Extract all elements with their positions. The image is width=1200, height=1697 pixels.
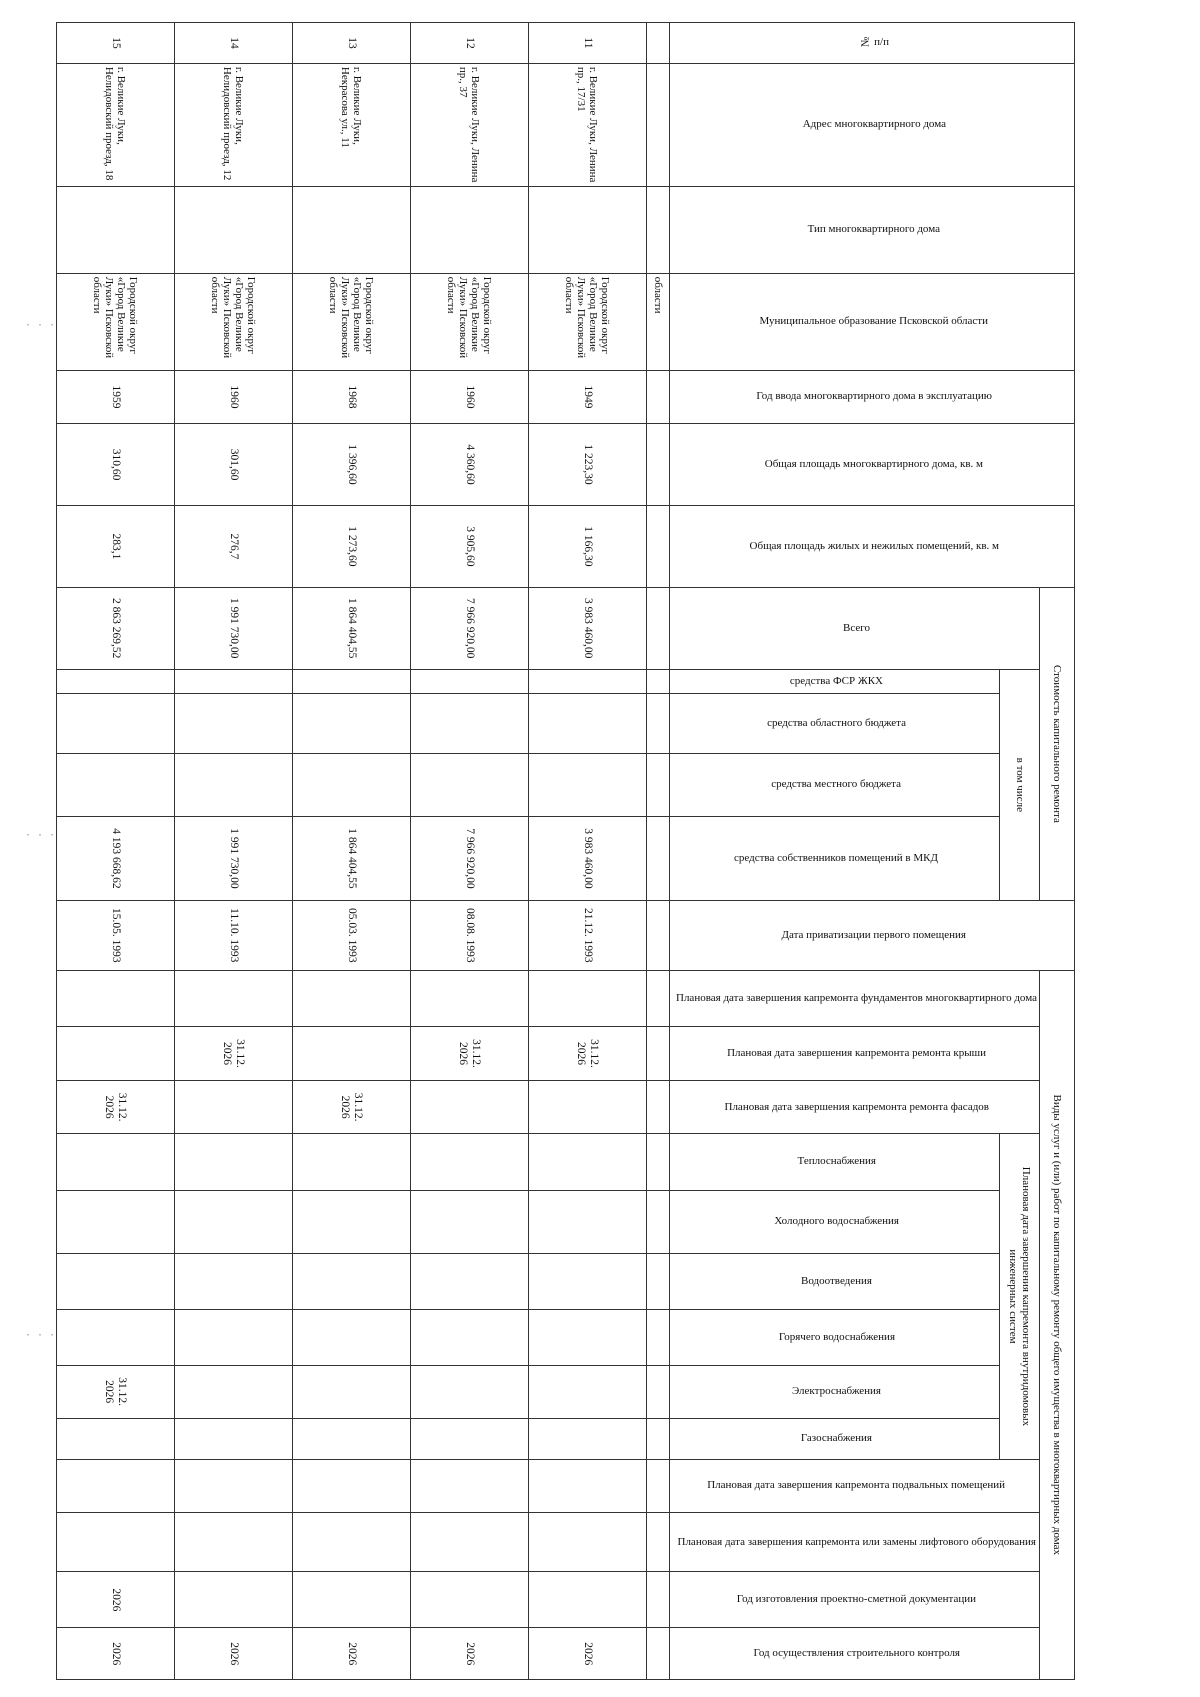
- table-cell: [647, 587, 670, 669]
- cell-elevator: [57, 1512, 175, 1571]
- cell-premises-area: 1 166,30: [529, 505, 647, 587]
- cell-control: 2026: [529, 1628, 647, 1680]
- cell-facade: [175, 1081, 293, 1134]
- cell-num: 14: [175, 23, 293, 64]
- cell-cold-water: [529, 1190, 647, 1253]
- cell-total-area: 1 396,60: [293, 424, 411, 506]
- table-cell: [647, 23, 670, 64]
- cell-privatization: 21.12. 1993: [529, 900, 647, 970]
- cell-regional: [529, 694, 647, 753]
- cell-facade: 31.12. 2026: [57, 1081, 175, 1134]
- header-facade: Плановая дата завершения капремонта ремонта фасадов: [670, 1081, 1040, 1134]
- cell-premises-area: 283,1: [57, 505, 175, 587]
- cell-premises-area: 3 905,60: [411, 505, 529, 587]
- cell-num: 11: [529, 23, 647, 64]
- header-foundation: Плановая дата завершения капремонта фундаментов многоквартирного дома: [670, 970, 1040, 1026]
- cell-year: 1960: [175, 370, 293, 423]
- cell-type: [529, 186, 647, 273]
- cell-electricity: [175, 1365, 293, 1418]
- header-cost-total: Всего: [670, 587, 1040, 669]
- header-systems-group: Плановая дата завершения капремонта внутридомовых инженерных систем: [999, 1134, 1039, 1459]
- table-cell: [647, 1310, 670, 1365]
- header-total-area: Общая площадь многоквартирного дома, кв. м: [670, 424, 1075, 506]
- table-row: [175, 23, 293, 1680]
- cell-municipality: Городской округ «Город Великие Луки» Псковской области: [293, 273, 411, 370]
- header-num: № п/п: [670, 23, 1075, 64]
- table-cell: [647, 1365, 670, 1418]
- cell-electricity: [411, 1365, 529, 1418]
- cell-cost-total: 3 983 460,00: [529, 587, 647, 669]
- cell-fund: [529, 669, 647, 694]
- cell-fund: [175, 669, 293, 694]
- cell-roof: [57, 1026, 175, 1080]
- cell-heating: [293, 1134, 411, 1190]
- cell-control: 2026: [175, 1628, 293, 1680]
- cell-foundation: [293, 970, 411, 1026]
- header-municipality: Муниципальное образование Псковской области: [670, 273, 1075, 370]
- rotated-sheet: [91, 22, 1075, 1680]
- cell-year: 1968: [293, 370, 411, 423]
- cell-local: [293, 753, 411, 816]
- cell-hot-water: [175, 1310, 293, 1365]
- cell-municipality: Городской округ «Город Великие Луки» Псковской области: [411, 273, 529, 370]
- cell-num: 12: [411, 23, 529, 64]
- cell-sewer: [411, 1253, 529, 1309]
- cell-elevator: [293, 1512, 411, 1571]
- carry-municipality: области: [647, 273, 670, 370]
- cell-total-area: 4 360,60: [411, 424, 529, 506]
- header-hot-water: Горячего водоснабжения: [670, 1310, 1000, 1365]
- cell-elevator: [529, 1512, 647, 1571]
- table-cell: [647, 1572, 670, 1628]
- cell-gas: [175, 1418, 293, 1459]
- cell-facade: [529, 1081, 647, 1134]
- table-cell: [647, 1628, 670, 1680]
- cell-gas: [529, 1418, 647, 1459]
- header-address: Адрес многоквартирного дома: [670, 63, 1075, 186]
- cell-elevator: [411, 1512, 529, 1571]
- cell-local: [411, 753, 529, 816]
- cell-local: [175, 753, 293, 816]
- cell-premises-area: 276,7: [175, 505, 293, 587]
- cell-year: 1960: [411, 370, 529, 423]
- cell-roof: 31.12. 2026: [529, 1026, 647, 1080]
- header-type: Тип многоквартирного дома: [670, 186, 1075, 273]
- cell-regional: [175, 694, 293, 753]
- table-cell: [647, 900, 670, 970]
- cell-elevator: [175, 1512, 293, 1571]
- table-cell: [647, 1026, 670, 1080]
- cell-foundation: [57, 970, 175, 1026]
- header-electricity: Электроснабжения: [670, 1365, 1000, 1418]
- cell-hot-water: [411, 1310, 529, 1365]
- header-fund: средства ФСР ЖКХ: [670, 669, 1000, 694]
- cell-sewer: [293, 1253, 411, 1309]
- carry-row: [647, 23, 670, 1680]
- cell-foundation: [175, 970, 293, 1026]
- cell-type: [293, 186, 411, 273]
- table-cell: [647, 63, 670, 186]
- cell-roof: [293, 1026, 411, 1080]
- table-cell: [647, 1081, 670, 1134]
- cell-fund: [293, 669, 411, 694]
- cell-sewer: [529, 1253, 647, 1309]
- cell-heating: [411, 1134, 529, 1190]
- header-year: Год ввода многоквартирного дома в эксплуатацию: [670, 370, 1075, 423]
- cell-heating: [529, 1134, 647, 1190]
- cell-design-docs: [411, 1572, 529, 1628]
- cell-control: 2026: [411, 1628, 529, 1680]
- cell-year: 1959: [57, 370, 175, 423]
- table-row: [293, 23, 411, 1680]
- cell-basement: [529, 1459, 647, 1512]
- cell-total-area: 310,60: [57, 424, 175, 506]
- header-premises-area: Общая площадь жилых и нежилых помещений, кв. м: [670, 505, 1075, 587]
- scan-noise: · · ·: [25, 830, 56, 841]
- cell-control: 2026: [293, 1628, 411, 1680]
- table-cell: [647, 1134, 670, 1190]
- header-local: средства местного бюджета: [670, 753, 1000, 816]
- header-privatization: Дата приватизации первого помещения: [670, 900, 1075, 970]
- cell-design-docs: [529, 1572, 647, 1628]
- table-cell: [647, 1190, 670, 1253]
- table-row: [411, 23, 529, 1680]
- cell-cold-water: [293, 1190, 411, 1253]
- cell-owners: 7 966 920,00: [411, 817, 529, 901]
- cell-hot-water: [529, 1310, 647, 1365]
- cell-total-area: 1 223,30: [529, 424, 647, 506]
- cell-hot-water: [57, 1310, 175, 1365]
- cell-sewer: [175, 1253, 293, 1309]
- scan-noise: · · ·: [25, 320, 56, 331]
- cell-num: 13: [293, 23, 411, 64]
- cell-privatization: 05.03. 1993: [293, 900, 411, 970]
- cell-owners: 1 991 730,00: [175, 817, 293, 901]
- cell-cold-water: [175, 1190, 293, 1253]
- cell-privatization: 11.10. 1993: [175, 900, 293, 970]
- cell-municipality: Городской округ «Город Великие Луки» Псковской области: [57, 273, 175, 370]
- table-cell: [647, 817, 670, 901]
- cell-basement: [57, 1459, 175, 1512]
- cell-type: [57, 186, 175, 273]
- cell-privatization: 08.08. 1993: [411, 900, 529, 970]
- cell-sewer: [57, 1253, 175, 1309]
- table-cell: [647, 1459, 670, 1512]
- cell-total-area: 301,60: [175, 424, 293, 506]
- cell-fund: [411, 669, 529, 694]
- table-cell: [647, 669, 670, 694]
- cell-premises-area: 1 273,60: [293, 505, 411, 587]
- cell-address: г. Великие Луки, Нелидовский проезд, 18: [57, 63, 175, 186]
- cell-regional: [293, 694, 411, 753]
- cell-design-docs: [175, 1572, 293, 1628]
- cell-regional: [57, 694, 175, 753]
- header-control: Год осуществления строительного контроля: [670, 1628, 1040, 1680]
- header-incl-group: в том числе: [999, 669, 1039, 900]
- cell-foundation: [411, 970, 529, 1026]
- cell-cost-total: 1 991 730,00: [175, 587, 293, 669]
- cell-year: 1949: [529, 370, 647, 423]
- capital-repair-table: [56, 22, 1075, 1680]
- cell-electricity: 31.12. 2026: [57, 1365, 175, 1418]
- cell-municipality: Городской округ «Город Великие Луки» Псковской области: [529, 273, 647, 370]
- table-cell: [647, 186, 670, 273]
- cell-type: [411, 186, 529, 273]
- cell-design-docs: [293, 1572, 411, 1628]
- table-cell: [647, 370, 670, 423]
- cell-num: 15: [57, 23, 175, 64]
- table-cell: [647, 1418, 670, 1459]
- cell-owners: 4 193 668,62: [57, 817, 175, 901]
- cell-gas: [293, 1418, 411, 1459]
- header-cost-group: Стоимость капитального ремонта: [1040, 587, 1075, 900]
- cell-type: [175, 186, 293, 273]
- cell-cost-total: 2 863 269,52: [57, 587, 175, 669]
- cell-owners: 3 983 460,00: [529, 817, 647, 901]
- header-works-group: Виды услуг и (или) работ по капитальному ремонту общего имущества в многоквартирных домах: [1040, 970, 1075, 1679]
- cell-privatization: 15.05. 1993: [57, 900, 175, 970]
- table-cell: [647, 1253, 670, 1309]
- table-body: [57, 23, 670, 1680]
- cell-gas: [57, 1418, 175, 1459]
- cell-basement: [175, 1459, 293, 1512]
- header-heating: Теплоснабжения: [670, 1134, 1000, 1190]
- cell-address: г. Великие Луки, Ленина пр., 37: [411, 63, 529, 186]
- header-regional: средства областного бюджета: [670, 694, 1000, 753]
- cell-roof: 31.12. 2026: [175, 1026, 293, 1080]
- scan-noise: · · ·: [25, 1330, 56, 1341]
- header-sewer: Водоотведения: [670, 1253, 1000, 1309]
- cell-municipality: Городской округ «Город Великие Луки» Псковской области: [175, 273, 293, 370]
- cell-address: г. Великие Луки, Некрасова ул., 11: [293, 63, 411, 186]
- table-cell: [647, 753, 670, 816]
- header-roof: Плановая дата завершения капремонта ремонта крыши: [670, 1026, 1040, 1080]
- table-cell: [647, 424, 670, 506]
- cell-heating: [175, 1134, 293, 1190]
- header-basement: Плановая дата завершения капремонта подвальных помещений: [670, 1459, 1040, 1512]
- table-cell: [647, 505, 670, 587]
- cell-roof: 31.12. 2026: [411, 1026, 529, 1080]
- cell-local: [529, 753, 647, 816]
- cell-basement: [411, 1459, 529, 1512]
- cell-cold-water: [411, 1190, 529, 1253]
- cell-hot-water: [293, 1310, 411, 1365]
- cell-electricity: [293, 1365, 411, 1418]
- header-cold-water: Холодного водоснабжения: [670, 1190, 1000, 1253]
- cell-facade: [411, 1081, 529, 1134]
- header-elevator: Плановая дата завершения капремонта или замены лифтового оборудования: [670, 1512, 1040, 1571]
- table-cell: [647, 694, 670, 753]
- cell-cost-total: 1 864 404,55: [293, 587, 411, 669]
- cell-heating: [57, 1134, 175, 1190]
- cell-gas: [411, 1418, 529, 1459]
- cell-local: [57, 753, 175, 816]
- cell-owners: 1 864 404,55: [293, 817, 411, 901]
- header-design-docs: Год изготовления проектно-сметной документации: [670, 1572, 1040, 1628]
- cell-design-docs: 2026: [57, 1572, 175, 1628]
- header-gas: Газоснабжения: [670, 1418, 1000, 1459]
- cell-control: 2026: [57, 1628, 175, 1680]
- cell-address: г. Великие Луки, Ленина пр., 17/31: [529, 63, 647, 186]
- header-owners: средства собственников помещений в МКД: [670, 817, 1000, 901]
- cell-address: г. Великие Луки, Нелидовский проезд, 12: [175, 63, 293, 186]
- cell-cold-water: [57, 1190, 175, 1253]
- table-row: [57, 23, 175, 1680]
- cell-basement: [293, 1459, 411, 1512]
- cell-fund: [57, 669, 175, 694]
- cell-regional: [411, 694, 529, 753]
- cell-facade: 31.12. 2026: [293, 1081, 411, 1134]
- table-cell: [647, 970, 670, 1026]
- cell-electricity: [529, 1365, 647, 1418]
- cell-cost-total: 7 966 920,00: [411, 587, 529, 669]
- table-row: [529, 23, 647, 1680]
- cell-foundation: [529, 970, 647, 1026]
- table-cell: [647, 1512, 670, 1571]
